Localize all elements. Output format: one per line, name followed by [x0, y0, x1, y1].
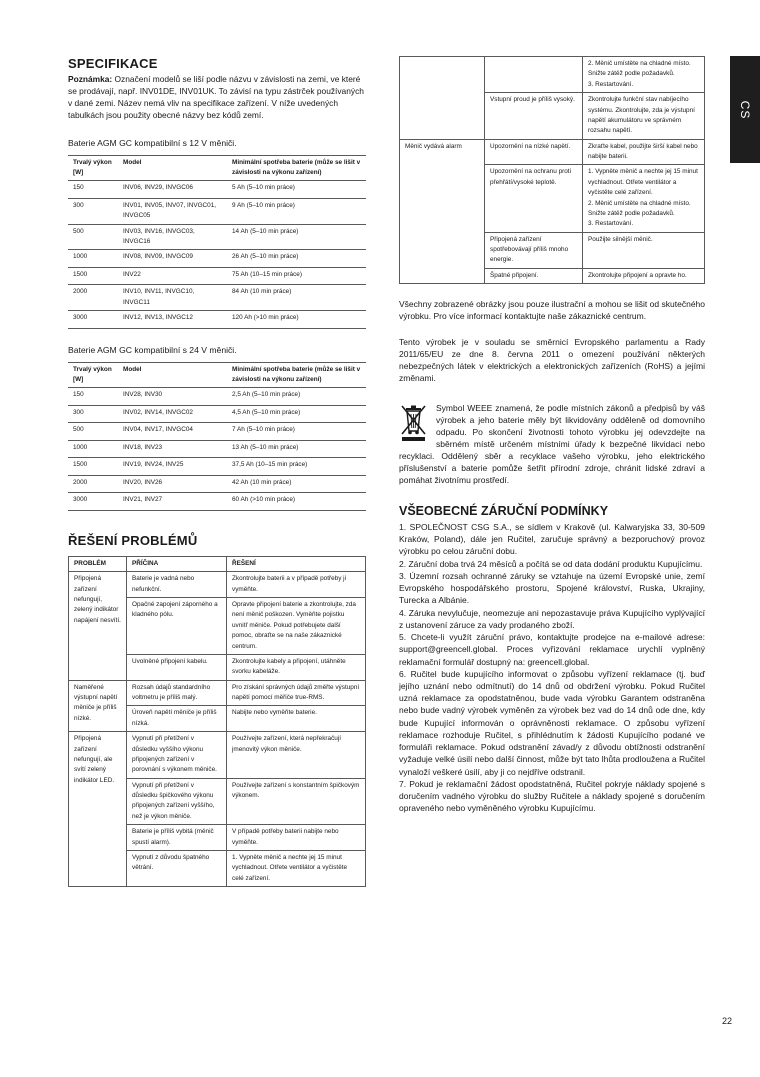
- cell-cause: Uvolněné připojení kabelu.: [127, 654, 227, 680]
- illustrations-paragraph: Všechny zobrazené obrázky jsou pouze ilustrační a mohou se lišit od skutečného výrobku. Pro více informací kontaktujte naše zákaznické centrum.: [399, 299, 705, 322]
- right-column: [399, 56, 705, 815]
- table-row: [400, 57, 705, 93]
- col-header-model: Model: [118, 155, 227, 181]
- cell-model: INV06, INV29, INVGC06: [118, 181, 227, 199]
- cell-solution: V případě potřeby baterii nabijte nebo vyměňte.: [227, 825, 366, 851]
- cell-power: 1000: [68, 440, 118, 458]
- cell-cause: Upozornění na nízké napětí.: [485, 139, 583, 165]
- cell-battery: 4,5 Ah (5–10 min práce): [227, 405, 366, 423]
- warranty-item: 6. Ručitel bude kupujícího informovat o způsobu vyřízení reklamace (tj. buď jejího uznání nebo odmítnutí) do 14 dnů od obdržení výrobku. Pokud Ručitel uzná reklamace za opodstatněnou, bude vada výrobku Garantem odstraněna nebo bude vadný výrobek vyměněn za výrobek bez vad do 14 dnů ode dne, kdy bude Kupující informován o oprávněnosti reklamace. O způsobu vyřízení reklamace rozhoduje Ručitel, s přihlédnutím k žádosti Kupujícího podané ve formuláři reklamace. Pokud odstranění závad/y z důvodu obtížnosti odstranění vyžaduje velké úsilí nebo další činnost, může být tato lhůta prodloužena a Ručitel vynaloží veškeré úsilí, aby ji co nejdříve odstranil.: [399, 668, 705, 777]
- cell-power: 500: [68, 224, 118, 250]
- left-column: [68, 56, 366, 887]
- warranty-title: VŠEOBECNÉ ZÁRUČNÍ PODMÍNKY: [399, 503, 609, 518]
- cell-solution: 1. Vypněte měnič a nechte jej 15 minut vychladnout. Otřete ventilátor a vyčistěte celé zařízení. 2. Měnič umístěte na chladné místo. Snižte zátěž podle požadavků. 3. Restartování.: [583, 165, 705, 232]
- cell-solution: 1. Vypněte měnič a nechte jej 15 minut vychladnout. Otřete ventilátor a vyčistěte celé zařízení.: [227, 850, 366, 886]
- cell-cause: Upozornění na ochranu proti přehřátí/vysoké teplotě.: [485, 165, 583, 232]
- cell-battery: 5 Ah (5–10 min práce): [227, 181, 366, 199]
- cell-model: INV01, INV05, INV07, INVGC01, INVGC05: [118, 198, 227, 224]
- table-row: [68, 388, 366, 406]
- cell-model: INV02, INV14, INVGC02: [118, 405, 227, 423]
- specs-title: SPECIFIKACE: [68, 56, 158, 71]
- cell-solution: Zkontrolujte připojení a opravte ho.: [583, 268, 705, 283]
- table-row: [69, 572, 366, 598]
- cell-model: INV22: [118, 267, 227, 285]
- table-header-row: [68, 155, 366, 181]
- cell-power: 150: [68, 181, 118, 199]
- cell-cause: Špatné připojení.: [485, 268, 583, 283]
- cell-model: INV04, INV17, INVGC04: [118, 423, 227, 441]
- cell-power: 500: [68, 423, 118, 441]
- language-tab: [730, 56, 760, 163]
- cell-solution: Nabijte nebo vyměňte baterie.: [227, 706, 366, 732]
- cell-solution: Zkontrolujte baterii a v případě potřeby ji vyměňte.: [227, 572, 366, 598]
- col-header-problem: PROBLÉM: [69, 556, 127, 571]
- cell-solution: Zkontrolujte funkční stav nabíjecího systému. Zkontrolujte, zda je výstupní napětí akumulátoru ve správném rozsahu napětí.: [583, 93, 705, 140]
- cell-cause: Vypnutí při přetížení v důsledku špičkového výkonu připojených zařízení vyššího, než je výkon měniče.: [127, 778, 227, 825]
- cell-model: INV21, INV27: [118, 493, 227, 511]
- col-header-battery: Minimální spotřeba baterie (může se lišit v závislosti na výkonu zařízení): [227, 155, 366, 181]
- cell-solution: Použijte silnější měnič.: [583, 232, 705, 268]
- troubleshooting-title: ŘEŠENÍ PROBLÉMŮ: [68, 532, 198, 548]
- cell-problem: [400, 57, 485, 140]
- cell-battery: 37,5 Ah (10–15 min práce): [227, 458, 366, 476]
- cell-model: INV10, INV11, INVGC10, INVGC11: [118, 285, 227, 311]
- warranty-item: 1. SPOLEČNOST CSG S.A., se sídlem v Krakově (ul. Kalwaryjska 33, 30-509 Kraków, Poland), dále jen Ručitel, zaručuje správný a bezporuchový provoz výrobku po celou záruční dobu.: [399, 521, 705, 557]
- cell-battery: 14 Ah (5–10 min práce): [227, 224, 366, 250]
- cell-power: 1500: [68, 458, 118, 476]
- cell-model: INV18, INV23: [118, 440, 227, 458]
- cell-cause: [485, 57, 583, 93]
- cell-battery: 42 Ah (10 min práce): [227, 475, 366, 493]
- cell-model: INV03, INV16, INVGC03, INVGC16: [118, 224, 227, 250]
- cell-power: 300: [68, 198, 118, 224]
- table-row: [68, 458, 366, 476]
- battery-table-24v: [68, 362, 366, 511]
- cell-battery: 60 Ah (>10 min práce): [227, 493, 366, 511]
- cell-cause: Baterie je příliš vybitá (měnič spustí alarm).: [127, 825, 227, 851]
- table-row: [68, 493, 366, 511]
- cell-problem: Připojená zařízení nefungují, ale svítí zelený indikátor LED.: [69, 732, 127, 887]
- battery-table-12v: [68, 155, 366, 329]
- cell-power: 1500: [68, 267, 118, 285]
- weee-bin-icon: [397, 402, 433, 444]
- language-code: CS: [738, 100, 752, 119]
- table-row: [68, 250, 366, 268]
- cell-model: INV28, INV30: [118, 388, 227, 406]
- cell-problem: Připojená zařízení nefungují, zelený indikátor napájení nesvítí.: [69, 572, 127, 680]
- cell-solution: Pro získání správných údajů změřte výstupní napětí pomocí měřiče true-RMS.: [227, 680, 366, 706]
- col-header-battery: Minimální spotřeba baterie (může se lišit v závislosti na výkonu zařízení): [227, 362, 366, 388]
- table24-caption: Baterie AGM GC kompatibilní s 24 V měniči.: [68, 344, 237, 355]
- warranty-section: [399, 504, 705, 815]
- weee-block: [399, 402, 705, 486]
- page-number: 22: [721, 1016, 732, 1026]
- cell-model: INV20, INV26: [118, 475, 227, 493]
- cell-power: 1000: [68, 250, 118, 268]
- col-header-model: Model: [118, 362, 227, 388]
- table-row: [68, 405, 366, 423]
- table-row: [68, 311, 366, 329]
- cell-power: 2000: [68, 475, 118, 493]
- cell-power: 2000: [68, 285, 118, 311]
- table-row: [68, 423, 366, 441]
- cell-solution: Používejte zařízení, která nepřekračují jmenovitý výkon měniče.: [227, 732, 366, 779]
- troubleshooting-table-continued: [399, 56, 705, 284]
- cell-battery: 84 Ah (10 min práce): [227, 285, 366, 311]
- cell-battery: 7 Ah (5–10 min práce): [227, 423, 366, 441]
- table-row: [68, 475, 366, 493]
- warranty-item: 3. Územní rozsah ochranné záruky se vztahuje na území Evropské unie, zemí Evropského hospodářského prostoru, Spojené království, Ruska, Ukrajiny, Turecka a Albánie.: [399, 570, 705, 606]
- table-row: [68, 181, 366, 199]
- cell-cause: Baterie je vadná nebo nefunkční.: [127, 572, 227, 598]
- table-row: [400, 139, 705, 165]
- cell-model: INV12, INV13, INVGC12: [118, 311, 227, 329]
- cell-problem: Měnič vydává alarm: [400, 139, 485, 284]
- table-row: [69, 680, 366, 706]
- cell-problem: Naměřené výstupní napětí měniče je příliš nízké.: [69, 680, 127, 732]
- cell-solution: Opravte připojení baterie a zkontrolujte, zda není měnič poškozen. Vyměňte pojistku uvnitř měniče. Pokud potřebujete další pomoc, obraťte se na naše zákaznické centrum.: [227, 598, 366, 655]
- table-header-row: [68, 362, 366, 388]
- rohs-paragraph: Tento výrobek je v souladu se směrnicí Evropského parlamentu a Rady 2011/65/EU ze dne 8. června 2011 o omezení používání některých nebezpečných látek v elektrických a elektronických zařízeních (RoHS) a jejími změnami.: [399, 337, 705, 384]
- cell-power: 300: [68, 405, 118, 423]
- cell-cause: Vypnutí při přetížení v důsledku vyššího výkonu připojených zařízení v porovnání s výkonem měniče.: [127, 732, 227, 779]
- cell-cause: Připojená zařízení spotřebovávají příliš mnoho energie.: [485, 232, 583, 268]
- weee-text: Symbol WEEE znamená, že podle místních zákonů a předpisů by váš výrobek a jeho baterie měly být likvidovány odděleně od domovního odpadu. Po skončení životnosti tohoto výrobku jej odevzdejte na sběrném místě určeném místními úřady k bezpečné likvidaci nebo recyklaci. Oddělený sběr a recyklace vašeho výrobku, jeho elektrického příslušenství a baterie pomůže šetřit přírodní zdroje, chránit lidské zdraví a pomáhat životnímu prostředí.: [399, 402, 705, 485]
- note-text: Označení modelů se liší podle názvu v závislosti na zemi, ve které se prodávají, např. INV01DE, INV01UK. To závisí na typu zástrček používaných v dané zemi. Název nemá vliv na specifikace zařízení. V níže uvedených tabulkách jsou použity obecné názvy bez kódů zemí.: [68, 74, 364, 120]
- col-header-cause: PŘÍČINA: [127, 556, 227, 571]
- table-row: [68, 285, 366, 311]
- cell-cause: Opačné zapojení záporného a kladného pólu.: [127, 598, 227, 655]
- cell-battery: 120 Ah (>10 min práce): [227, 311, 366, 329]
- table-row: [68, 267, 366, 285]
- cell-battery: 9 Ah (5–10 min práce): [227, 198, 366, 224]
- warranty-item: 2. Záruční doba trvá 24 měsíců a počítá se od data dodání produktu Kupujícímu.: [399, 558, 703, 569]
- cell-solution: 2. Měnič umístěte na chladné místo. Snižte zátěž podle požadavků. 3. Restartování.: [583, 57, 705, 93]
- cell-cause: Rozsah údajů standardního voltmetru je příliš malý.: [127, 680, 227, 706]
- cell-battery: 26 Ah (5–10 min práce): [227, 250, 366, 268]
- warranty-item: 4. Záruka nevylučuje, neomezuje ani nepozastavuje práva Kupujícího vyplývající z ustanovení záruce za vady prodaného zboží.: [399, 607, 705, 630]
- cell-cause: Vstupní proud je příliš vysoký.: [485, 93, 583, 140]
- cell-solution: Používejte zařízení s konstantním špičkovým výkonem.: [227, 778, 366, 825]
- col-header-power: Trvalý výkon [W]: [68, 155, 118, 181]
- col-header-solution: ŘEŠENÍ: [227, 556, 366, 571]
- cell-battery: 2,5 Ah (5–10 min práce): [227, 388, 366, 406]
- warranty-item: 7. Pokud je reklamační žádost opodstatněná, Ručitel pokryje náklady spojené s doručením vadného výrobku do služby Ručitele a náklady spojené s doručením opraveného nebo vyměněného výrobku Kupujícímu.: [399, 778, 705, 814]
- warranty-item: 5. Chcete-li využít záruční právo, kontaktujte prodejce na e-mailové adrese: support@greencell.global. Proces vyřizování reklamace urychlí vyplněný reklamační formulář dostupný na: greencell.global.: [399, 632, 705, 667]
- table-row: [68, 198, 366, 224]
- cell-power: 3000: [68, 493, 118, 511]
- table-header-row: [69, 556, 366, 571]
- cell-battery: 75 Ah (10–15 min práce): [227, 267, 366, 285]
- note-label: Poznámka:: [68, 74, 113, 84]
- cell-power: 3000: [68, 311, 118, 329]
- cell-battery: 13 Ah (5–10 min práce): [227, 440, 366, 458]
- cell-cause: Vypnutí z důvodu špatného větrání.: [127, 850, 227, 886]
- cell-power: 150: [68, 388, 118, 406]
- cell-solution: Zkraťte kabel, použijte širší kabel nebo nabijte baterii.: [583, 139, 705, 165]
- table-row: [68, 224, 366, 250]
- table-row: [69, 732, 366, 779]
- table-row: [68, 440, 366, 458]
- table12-caption: Baterie AGM GC kompatibilní s 12 V měniči.: [68, 137, 237, 148]
- cell-solution: Zkontrolujte kabely a připojení, utáhněte svorku kabeláže.: [227, 654, 366, 680]
- cell-model: INV19, INV24, INV25: [118, 458, 227, 476]
- col-header-power: Trvalý výkon [W]: [68, 362, 118, 388]
- cell-cause: Úroveň napětí měniče je příliš nízká.: [127, 706, 227, 732]
- specs-note: [68, 74, 366, 122]
- cell-model: INV08, INV09, INVGC09: [118, 250, 227, 268]
- troubleshooting-table: [68, 556, 366, 887]
